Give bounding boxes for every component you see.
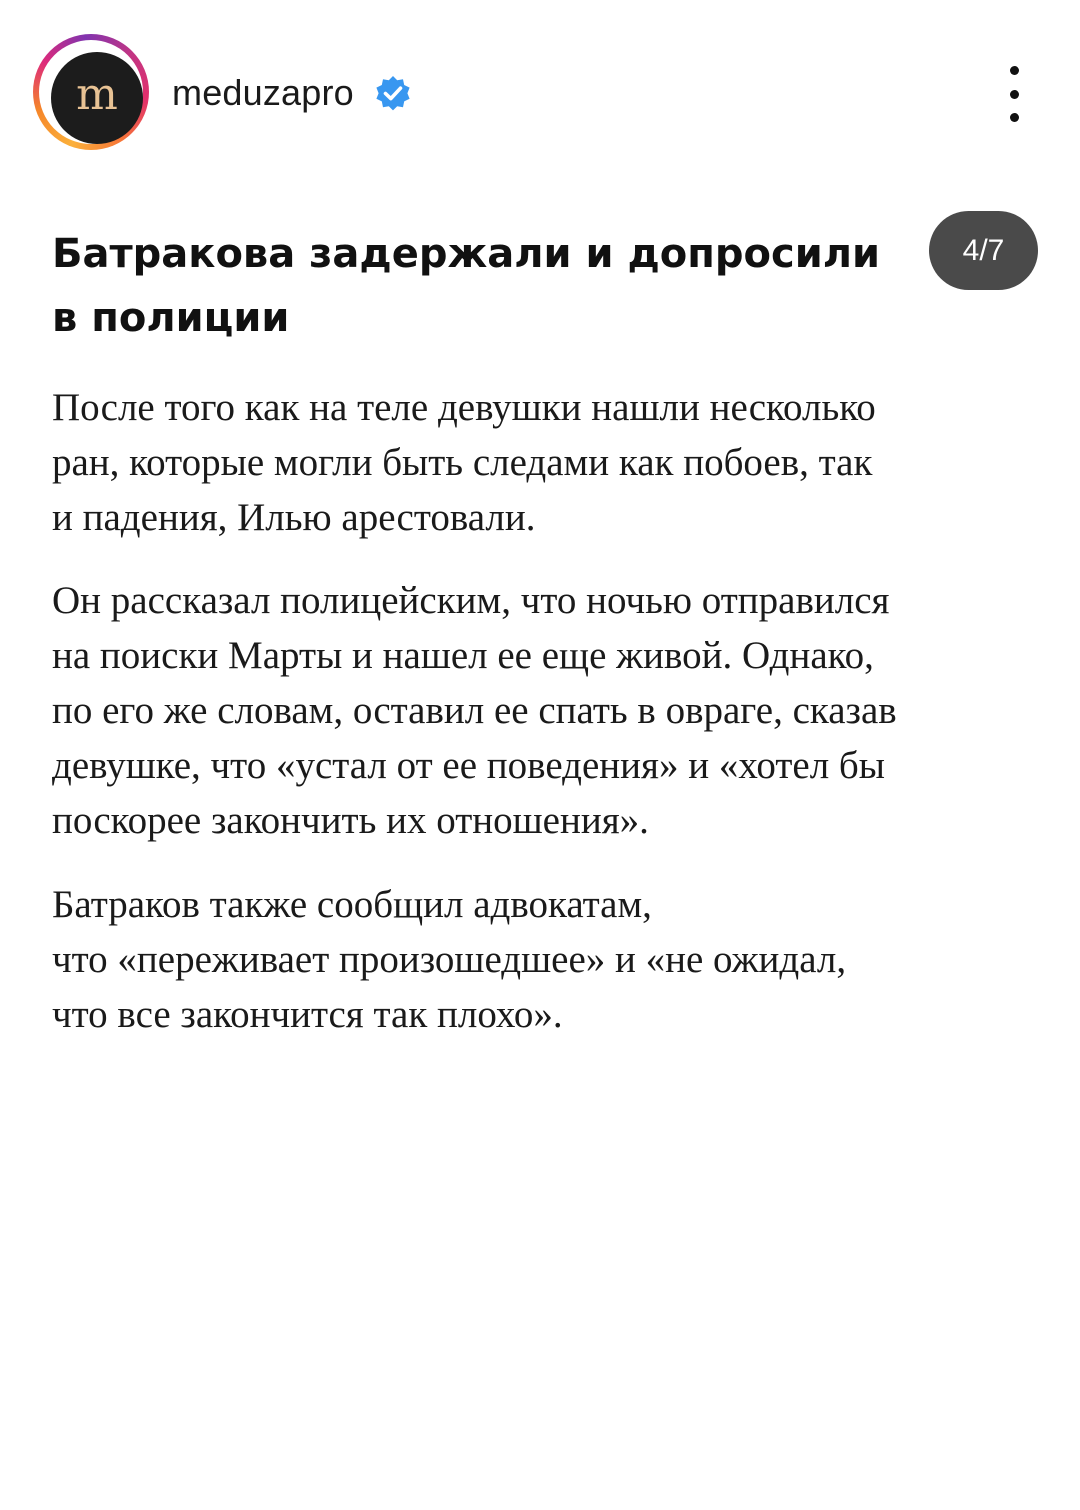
more-vertical-icon-dot [1010, 90, 1019, 99]
text-line: Он рассказал полицейским, что ночью отправился [52, 579, 890, 622]
verified-badge-icon [373, 74, 413, 114]
paragraph-2 [52, 573, 1042, 848]
post-title-line: Батракова задержали и допросили [52, 231, 881, 277]
text-line: поскорее закончить их отношения». [52, 799, 649, 842]
avatar[interactable] [51, 52, 143, 144]
post-header [0, 0, 1080, 190]
avatar-gap [39, 40, 143, 144]
more-vertical-icon [1010, 66, 1019, 75]
paragraph-3 [52, 877, 1042, 1042]
paragraph-1 [52, 380, 1042, 545]
text-line: что «переживает произошедшее» и «не ожидал, [52, 938, 847, 981]
post-title [52, 222, 952, 350]
text-line: После того как на теле девушки нашли несколько [52, 386, 876, 429]
avatar-logo: m [76, 69, 118, 120]
text-line: девушке, что «устал от ее поведения» и «хотел бы [52, 744, 885, 787]
text-line: что все закончится так плохо». [52, 993, 563, 1036]
more-vertical-icon-dot [1010, 113, 1019, 122]
text-line: по его же словам, оставил ее спать в овраге, сказав [52, 689, 897, 732]
username[interactable]: meduzapro [172, 72, 354, 113]
more-options-button[interactable] [994, 66, 1034, 122]
text-line: Батраков также сообщил адвокатам, [52, 883, 652, 926]
text-line: ран, которые могли быть следами как побоев, так [52, 441, 873, 484]
story-ring[interactable] [33, 34, 149, 150]
carousel-page-counter: 4/7 [929, 211, 1038, 290]
text-line: на поиски Марты и нашел ее еще живой. Однако, [52, 634, 874, 677]
post-title-line: в полиции [52, 295, 290, 341]
text-line: и падения, Илью арестовали. [52, 496, 536, 539]
